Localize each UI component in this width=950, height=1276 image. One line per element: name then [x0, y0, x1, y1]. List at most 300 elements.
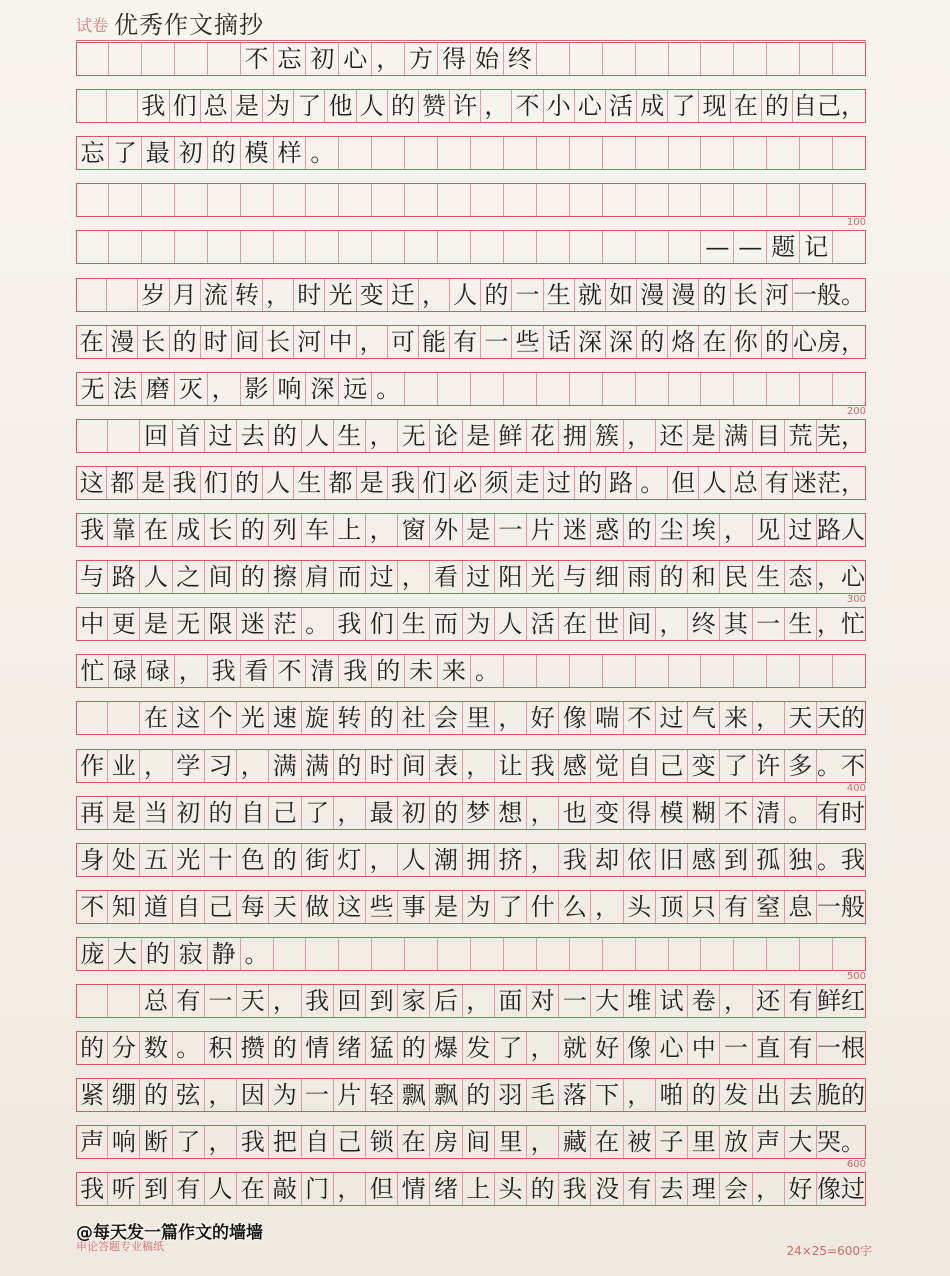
grid-cell: ， [753, 702, 785, 734]
grid-cell: 的 [269, 420, 301, 452]
grid-cell: 首 [173, 420, 205, 452]
grid-cell: 的 [388, 90, 419, 122]
grid-cell [603, 373, 636, 405]
grid-cell [767, 938, 800, 970]
grid-cell: 迁 [388, 279, 419, 311]
grid-cell [636, 655, 669, 687]
grid-cell: 大 [109, 938, 142, 970]
grid-cell: 之 [173, 561, 205, 593]
grid-cell: 人 [495, 608, 527, 640]
grid-cell: 初 [173, 797, 205, 829]
grid-cell: 一 [720, 1032, 752, 1064]
grid-cell: 更 [108, 608, 140, 640]
grid-cell [109, 231, 142, 263]
grid-cell [636, 137, 669, 169]
count-marker: 300 [846, 594, 866, 606]
grid-cell: ， [591, 891, 623, 923]
grid-cell: 不 [512, 90, 543, 122]
grid-cell: 下 [591, 1079, 623, 1111]
grid-cell: ， [175, 655, 208, 687]
grid-cell: 了 [495, 1032, 527, 1064]
grid-cell: 活 [606, 90, 637, 122]
grid-cell: 拥 [559, 420, 591, 452]
grid-cell: 旧 [656, 844, 688, 876]
grid-cell: 不 [241, 43, 274, 75]
grid-cell: 初 [398, 797, 430, 829]
grid-cell [767, 184, 800, 216]
grid-cell [109, 184, 142, 216]
grid-cell: 这 [173, 702, 205, 734]
grid-cell: 流 [201, 279, 232, 311]
grid-cell: 终 [688, 608, 720, 640]
grid-cell: 一 [512, 279, 543, 311]
grid-cell: 心房， [793, 327, 865, 356]
grid-cell: 梦 [463, 797, 495, 829]
grid-row [76, 372, 866, 406]
grid-row [76, 513, 866, 547]
header [76, 6, 264, 40]
grid-cell: 在 [140, 702, 172, 734]
grid-cell: 只 [688, 891, 720, 923]
grid-cell: 顶 [656, 891, 688, 923]
grid-cell [241, 184, 274, 216]
grid-row [76, 843, 866, 877]
grid-cell: 了 [173, 1126, 205, 1158]
grid-cell: 的 [688, 1079, 720, 1111]
grid-cell: 飘 [430, 1079, 462, 1111]
grid-cell: 一般 [817, 892, 865, 921]
grid-cell: 我 [208, 655, 241, 687]
grid-cell: 始 [471, 43, 504, 75]
grid-cell [701, 137, 734, 169]
grid-cell [438, 938, 471, 970]
grid-cell: 数 [140, 1032, 172, 1064]
grid-cell [734, 43, 767, 75]
grid-cell: ， [334, 797, 366, 829]
grid-cell: 面 [495, 985, 527, 1017]
grid-cell: 我 [527, 750, 559, 782]
grid-cell: ， [205, 1079, 237, 1111]
grid-cell: 芜， [817, 421, 865, 450]
grid-cell: 十 [205, 844, 237, 876]
grid-cell: ， [366, 844, 398, 876]
grid-cell: 但 [366, 1173, 398, 1205]
grid-cell: 自 [173, 891, 205, 923]
grid-cell: 的 [269, 1032, 301, 1064]
grid-cell [108, 420, 140, 452]
grid-cell: 得 [438, 43, 471, 75]
grid-cell: 里 [688, 1126, 720, 1158]
grid-cell: ， [527, 797, 559, 829]
grid-cell: 是 [688, 420, 720, 452]
grid-cell: 在 [237, 1173, 269, 1205]
grid-cell: 样 [274, 137, 307, 169]
grid-cell: 民 [720, 561, 752, 593]
grid-cell: 来 [438, 655, 471, 687]
grid-row [76, 419, 866, 453]
grid-cell: 总 [731, 467, 762, 499]
grid-cell: 里 [463, 702, 495, 734]
grid-cell: 有 [720, 891, 752, 923]
grid-cell: 阳 [495, 561, 527, 593]
grid-cell: 未 [405, 655, 438, 687]
grid-cell: 天的 [817, 704, 865, 733]
grid-cell: 法 [109, 373, 142, 405]
grid-cell: 成 [173, 514, 205, 546]
grid-cell: 是 [357, 467, 388, 499]
grid-row [76, 701, 866, 735]
grid-cell: 的 [170, 326, 201, 358]
grid-cell: 深 [306, 373, 339, 405]
grid-cell [471, 231, 504, 263]
grid-cell [537, 231, 570, 263]
grid-cell: 无 [76, 373, 109, 405]
grid-cell: 断 [140, 1126, 172, 1158]
grid-cell: 过 [205, 420, 237, 452]
grid-cell: 许 [753, 750, 785, 782]
grid-cell: 烙 [668, 326, 699, 358]
grid-cell: 片 [334, 1079, 366, 1111]
grid-cell: 哭。 [817, 1128, 865, 1157]
grid-cell: 。 [306, 137, 339, 169]
grid-cell: 每 [237, 891, 269, 923]
grid-row [76, 89, 866, 123]
grid-cell: 但 [668, 467, 699, 499]
grid-cell [734, 184, 767, 216]
grid-cell: 把 [269, 1126, 301, 1158]
grid-cell [142, 231, 175, 263]
count-marker: 400 [846, 782, 866, 794]
grid-cell: 让 [495, 750, 527, 782]
grid-cell: 许 [450, 90, 481, 122]
grid-cell: 人 [699, 467, 730, 499]
grid-cell [274, 231, 307, 263]
grid-cell: 人 [398, 844, 430, 876]
grid-cell: 大 [785, 1126, 817, 1158]
grid-cell [372, 938, 405, 970]
grid-cell: 长 [138, 326, 169, 358]
grid-cell [537, 43, 570, 75]
grid-cell: 初 [306, 43, 339, 75]
grid-cell: 过 [463, 561, 495, 593]
grid-cell: 的 [140, 1079, 172, 1111]
grid-cell: 一 [495, 514, 527, 546]
grid-cell: 中 [325, 326, 356, 358]
grid-cell: 我 [559, 1173, 591, 1205]
grid-cell: 觉 [591, 750, 623, 782]
grid-cell: 依 [624, 844, 656, 876]
grid-cell: 藏 [559, 1126, 591, 1158]
grid-cell: 光 [527, 561, 559, 593]
grid-cell [603, 938, 636, 970]
grid-cell: ， [495, 702, 527, 734]
grid-cell: 去 [237, 420, 269, 452]
grid-cell: 的 [430, 797, 462, 829]
grid-cell: 息 [785, 891, 817, 923]
grid-cell: 门 [302, 1173, 334, 1205]
grid-cell: 因 [237, 1079, 269, 1111]
grid-cell [504, 655, 537, 687]
grid-cell [208, 231, 241, 263]
grid-cell: 看 [241, 655, 274, 687]
grid-cell: 在 [591, 1126, 623, 1158]
grid-cell: 好 [591, 1032, 623, 1064]
grid-cell [701, 184, 734, 216]
grid-row [76, 183, 866, 217]
grid-cell: 这 [76, 467, 107, 499]
grid-cell: 迷 [559, 514, 591, 546]
grid-cell [471, 184, 504, 216]
grid-cell: 上 [334, 514, 366, 546]
grid-cell: 生 [294, 467, 325, 499]
grid-cell: 都 [107, 467, 138, 499]
grid-cell [800, 655, 833, 687]
grid-cell: 己 [269, 797, 301, 829]
grid-cell: 的 [762, 326, 793, 358]
grid-row [76, 1078, 866, 1112]
grid-cell [471, 938, 504, 970]
grid-cell: 直 [753, 1032, 785, 1064]
grid-cell: 为 [463, 891, 495, 923]
grid-cell: 感 [559, 750, 591, 782]
grid-cell [570, 231, 603, 263]
page-title: 优秀作文摘抄 [114, 11, 265, 39]
grid-cell: 像过 [817, 1175, 865, 1204]
grid-cell: ， [334, 1173, 366, 1205]
grid-cell: 态 [785, 561, 817, 593]
grid-cell [833, 137, 866, 169]
grid-cell [636, 231, 669, 263]
grid-cell [274, 184, 307, 216]
grid-cell: 己 [656, 750, 688, 782]
grid-cell: 有 [762, 467, 793, 499]
grid-cell: 房 [430, 1126, 462, 1158]
grid-cell: 就 [575, 279, 606, 311]
grid-cell: 回 [334, 985, 366, 1017]
grid-cell: 的 [699, 279, 730, 311]
grid-cell: 到 [720, 844, 752, 876]
grid-cell: 和 [688, 561, 720, 593]
grid-cell [767, 137, 800, 169]
grid-cell: 总 [201, 90, 232, 122]
grid-cell: — [734, 231, 767, 263]
grid-cell: 清 [753, 797, 785, 829]
grid-cell: 的 [575, 467, 606, 499]
grid-cell [76, 90, 107, 122]
grid-cell: 还 [753, 985, 785, 1017]
grid-cell: 绷 [108, 1079, 140, 1111]
grid-cell: 。 [471, 655, 504, 687]
grid-cell: 的 [624, 514, 656, 546]
grid-cell: 小 [544, 90, 575, 122]
grid-cell [109, 43, 142, 75]
grid-cell: 过 [366, 561, 398, 593]
grid-spec: 24×25=600字 [786, 1244, 872, 1258]
grid-cell [274, 938, 307, 970]
grid-cell: 糊 [688, 797, 720, 829]
grid-cell: 敲 [269, 1173, 301, 1205]
grid-cell: 我 [237, 1126, 269, 1158]
grid-cell: 忘 [274, 43, 307, 75]
grid-cell: 羽 [495, 1079, 527, 1111]
grid-cell: 攒 [237, 1032, 269, 1064]
grid-cell: 在 [140, 514, 172, 546]
grid-cell: — [701, 231, 734, 263]
grid-cell [76, 985, 108, 1017]
grid-cell: 变 [591, 797, 623, 829]
grid-cell: 的 [372, 655, 405, 687]
grid-cell: 忙 [76, 655, 109, 687]
grid-row [76, 1031, 866, 1065]
grid-cell [339, 184, 372, 216]
grid-cell: 车 [302, 514, 334, 546]
grid-cell [438, 184, 471, 216]
grid-cell: 的 [637, 326, 668, 358]
grid-cell: 做 [302, 891, 334, 923]
grid-cell: 紧 [76, 1079, 108, 1111]
grid-cell [800, 373, 833, 405]
grid-cell: 头 [495, 1173, 527, 1205]
grid-cell: 气 [688, 702, 720, 734]
grid-cell: 静 [208, 938, 241, 970]
grid-cell: 庞 [76, 938, 109, 970]
grid-cell: 还 [656, 420, 688, 452]
grid-cell: 能 [419, 326, 450, 358]
grid-cell: 有 [785, 985, 817, 1017]
grid-cell: 长 [263, 326, 294, 358]
grid-cell: 在 [559, 608, 591, 640]
grid-cell: 迷茫， [793, 468, 865, 497]
grid-row [76, 984, 866, 1018]
grid-cell [833, 655, 866, 687]
grid-cell: 旋 [302, 702, 334, 734]
grid-cell: 是 [140, 608, 172, 640]
grid-cell: 。我 [817, 845, 865, 874]
grid-cell: 无 [173, 608, 205, 640]
grid-cell: 簇 [591, 420, 623, 452]
grid-cell: 了 [720, 750, 752, 782]
grid-cell: 的 [76, 1032, 108, 1064]
grid-cell: 与 [76, 561, 108, 593]
grid-cell: 大 [591, 985, 623, 1017]
grid-cell: 后 [430, 985, 462, 1017]
grid-cell: 擦 [269, 561, 301, 593]
grid-cell [767, 655, 800, 687]
grid-cell [669, 231, 702, 263]
grid-cell: 响 [108, 1126, 140, 1158]
grid-cell: 与 [559, 561, 591, 593]
grid-cell: 必 [450, 467, 481, 499]
grid-cell: 鲜红 [817, 987, 865, 1015]
grid-row [76, 796, 866, 830]
grid-cell [636, 43, 669, 75]
grid-cell [339, 231, 372, 263]
grid-cell [175, 231, 208, 263]
grid-cell: 时 [294, 279, 325, 311]
grid-cell: 。 [173, 1032, 205, 1064]
grid-row [76, 654, 866, 688]
grid-cell: 试 [656, 985, 688, 1017]
grid-cell: 自 [624, 750, 656, 782]
grid-cell: 一般。 [793, 280, 865, 309]
grid-cell: 生 [753, 561, 785, 593]
grid-cell [570, 373, 603, 405]
grid-cell: 碌 [142, 655, 175, 687]
grid-cell: 的 [656, 561, 688, 593]
grid-cell: ， [208, 373, 241, 405]
grid-cell [570, 43, 603, 75]
grid-cell [570, 137, 603, 169]
grid-cell: 是 [232, 90, 263, 122]
grid-row [76, 466, 866, 500]
grid-cell [76, 231, 109, 263]
grid-cell: 肩 [302, 561, 334, 593]
grid-cell: 上 [463, 1173, 495, 1205]
grid-cell: 放 [720, 1126, 752, 1158]
grid-cell [76, 702, 108, 734]
grid-cell: 转 [334, 702, 366, 734]
grid-cell [438, 137, 471, 169]
grid-cell: 我 [76, 514, 108, 546]
grid-cell: ， [720, 985, 752, 1017]
grid-cell: 论 [430, 420, 462, 452]
grid-cell: 世 [591, 608, 623, 640]
grid-cell: 赞 [419, 90, 450, 122]
grid-cell: 的 [237, 561, 269, 593]
grid-cell: 好 [785, 1173, 817, 1205]
grid-row [76, 607, 866, 641]
grid-cell: 。 [372, 373, 405, 405]
grid-cell: 了 [109, 137, 142, 169]
grid-cell: 个 [205, 702, 237, 734]
grid-cell: 话 [544, 326, 575, 358]
grid-cell [734, 655, 767, 687]
grid-cell: 漫 [668, 279, 699, 311]
grid-cell [107, 279, 138, 311]
grid-cell: 五 [140, 844, 172, 876]
grid-cell: 在 [76, 326, 107, 358]
grid-cell: 天 [269, 891, 301, 923]
grid-cell: 远 [339, 373, 372, 405]
grid-cell: 是 [463, 514, 495, 546]
grid-cell [734, 373, 767, 405]
grid-cell: 孤 [753, 844, 785, 876]
grid-cell: 鲜 [495, 420, 527, 452]
grid-cell: 满 [720, 420, 752, 452]
grid-cell: 没 [591, 1173, 623, 1205]
grid-cell: 感 [688, 844, 720, 876]
grid-cell [241, 231, 274, 263]
grid-cell: 模 [656, 797, 688, 829]
grid-cell: ， [269, 985, 301, 1017]
grid-cell: 岁 [138, 279, 169, 311]
grid-cell: 绪 [430, 1173, 462, 1205]
grid-cell: ， [656, 608, 688, 640]
grid-cell [833, 938, 866, 970]
grid-cell: 有 [624, 1173, 656, 1205]
grid-cell [570, 184, 603, 216]
grid-row [76, 1172, 866, 1206]
grid-cell: 声 [753, 1126, 785, 1158]
grid-cell [537, 137, 570, 169]
grid-cell: 活 [527, 608, 559, 640]
grid-cell: 什 [527, 891, 559, 923]
grid-cell: 积 [205, 1032, 237, 1064]
grid-cell [438, 373, 471, 405]
grid-cell: 好 [527, 702, 559, 734]
grid-cell: 过 [544, 467, 575, 499]
grid-cell [537, 373, 570, 405]
